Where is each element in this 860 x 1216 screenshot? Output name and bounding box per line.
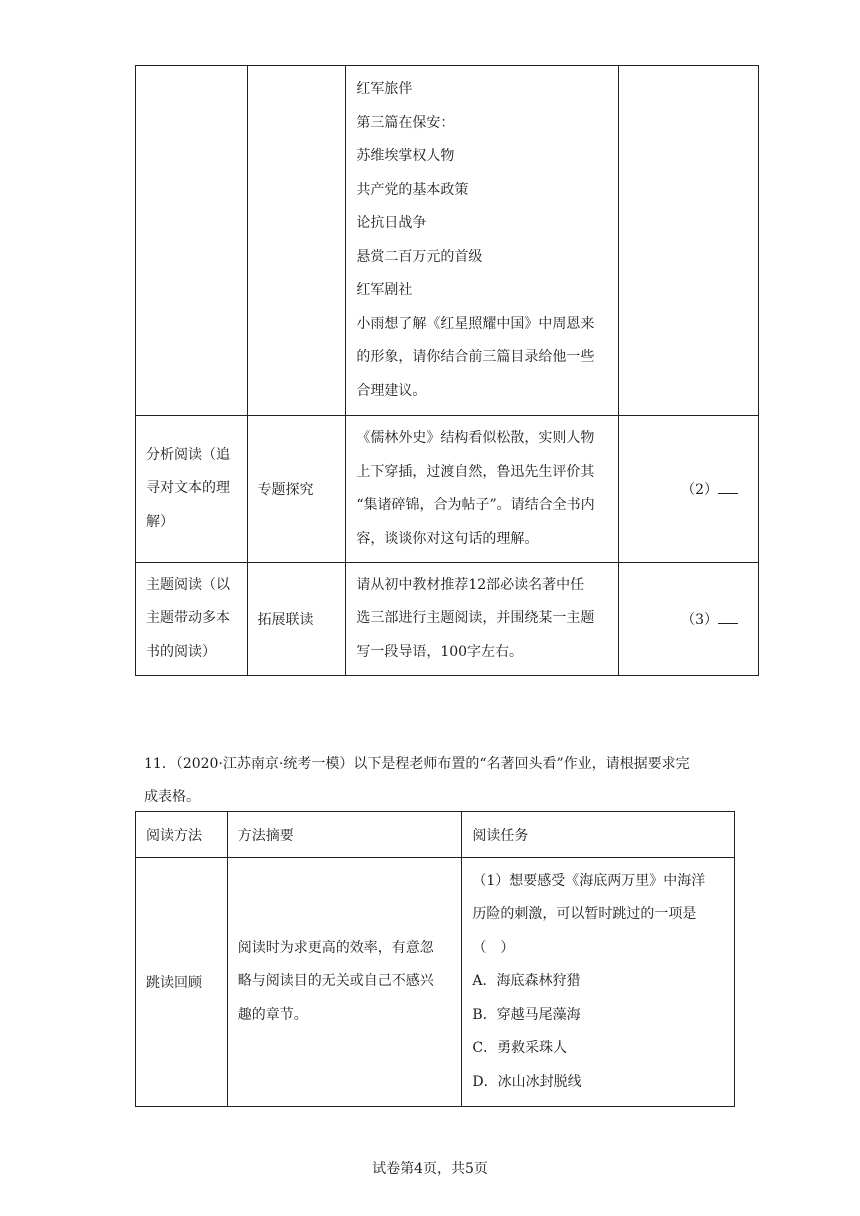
reading-task-cell bbox=[346, 416, 619, 563]
reading-type-cell bbox=[136, 416, 248, 563]
option-a: A．海底森林狩猎 bbox=[472, 973, 581, 990]
header-cell: 阅读方法 bbox=[136, 812, 228, 858]
reading-type-cell bbox=[136, 563, 248, 676]
table-row bbox=[136, 66, 759, 416]
table-row bbox=[136, 416, 759, 563]
summary-cell bbox=[227, 858, 462, 1107]
table-cell bbox=[136, 66, 248, 416]
line: 上下穿插，过渡自然，鲁迅先生评价其 bbox=[356, 463, 595, 480]
line: 写一段导语，100字左右。 bbox=[356, 643, 524, 660]
page-footer: 试卷第4页，共5页 bbox=[372, 1161, 488, 1177]
activity-cell: 专题探究 bbox=[247, 416, 346, 563]
line: 容，谈谈你对这句话的理解。 bbox=[356, 530, 539, 547]
line: 分析阅读（追 bbox=[146, 446, 230, 463]
line: 红军剧社 bbox=[356, 282, 413, 298]
option-d: D．冰山冰封脱线 bbox=[472, 1073, 582, 1090]
line: 苏维埃掌权人物 bbox=[356, 148, 455, 164]
answer-blank[interactable] bbox=[718, 609, 738, 624]
table-row bbox=[136, 858, 735, 1107]
option-b: B．穿越马尾藻海 bbox=[472, 1006, 581, 1023]
task-cell bbox=[462, 858, 735, 1107]
line: 的形象，请你结合前三篇目录给他一些 bbox=[356, 349, 595, 365]
answer-cell bbox=[619, 416, 759, 563]
line: 《儒林外史》结构看似松散，实则人物 bbox=[356, 430, 595, 446]
table-cell bbox=[619, 66, 759, 416]
line: 红军旅伴 bbox=[356, 81, 413, 97]
line: 选三部进行主题阅读，并围绕某一主题 bbox=[356, 610, 595, 627]
answer-blank[interactable] bbox=[718, 479, 738, 494]
question-11-prompt bbox=[144, 748, 744, 814]
line: 请从初中教材推荐12部必读名著中任 bbox=[356, 576, 585, 593]
method-cell: 跳读回顾 bbox=[136, 858, 228, 1107]
activity-cell: 拓展联读 bbox=[247, 563, 346, 676]
line: （1）想要感受《海底两万里》中海洋 bbox=[472, 872, 706, 889]
option-c: C．勇救采珠人 bbox=[472, 1040, 568, 1057]
line: 解） bbox=[146, 513, 174, 530]
line: “集诸碎锦，合为帖子”。请结合全书内 bbox=[356, 497, 595, 513]
line: 论抗日战争 bbox=[356, 215, 427, 231]
answer-label: （3） bbox=[681, 612, 718, 628]
line: 略与阅读目的无关或自己不感兴 bbox=[237, 973, 434, 990]
line: 悬赏二百万元的首级 bbox=[356, 248, 483, 265]
reading-task-cell bbox=[346, 563, 619, 676]
reading-task-cell bbox=[346, 66, 619, 416]
line: 合理建议。 bbox=[356, 382, 427, 399]
answer-bracket[interactable]: （ ） bbox=[472, 939, 515, 956]
line: 阅读时为求更高的效率，有意忽 bbox=[237, 939, 434, 956]
line: 书的阅读） bbox=[146, 643, 216, 660]
line: 趣的章节。 bbox=[237, 1006, 308, 1023]
line: 小雨想了解《红星照耀中国》中周恩来 bbox=[356, 315, 595, 332]
line: 成表格。 bbox=[144, 789, 200, 805]
header-cell: 阅读任务 bbox=[462, 812, 735, 858]
line: 主题带动多本 bbox=[146, 610, 230, 627]
reading-method-table bbox=[135, 811, 735, 1107]
line: 主题阅读（以 bbox=[146, 576, 230, 593]
line: 11．（2020·江苏南京·统考一模）以下是程老师布置的“名著回头看”作业，请根据要求完 bbox=[144, 756, 690, 772]
table-header-row bbox=[136, 812, 735, 858]
line: 寻对文本的理 bbox=[146, 480, 230, 497]
answer-label: （2） bbox=[681, 482, 718, 498]
table-cell bbox=[247, 66, 346, 416]
header-cell: 方法摘要 bbox=[227, 812, 462, 858]
table-row bbox=[136, 563, 759, 676]
line: 历险的刺激，可以暂时跳过的一项是 bbox=[472, 906, 697, 923]
answer-cell bbox=[619, 563, 759, 676]
line: 第三篇在保安： bbox=[356, 114, 455, 131]
line: 共产党的基本政策 bbox=[356, 181, 469, 198]
reading-table-continued bbox=[135, 65, 759, 676]
